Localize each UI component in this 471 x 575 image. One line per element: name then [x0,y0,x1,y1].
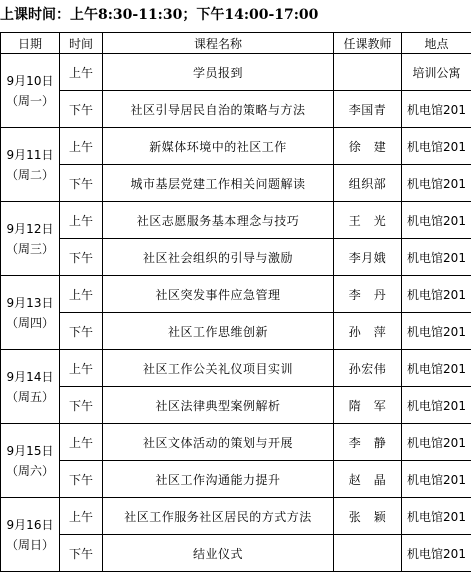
course-schedule-table [0,32,471,572]
column-header-time: 时间 [60,33,103,54]
date-label: 9月11日 [6,147,54,162]
time-cell: 下午 [60,313,103,350]
time-cell: 上午 [60,128,103,165]
time-cell: 上午 [60,276,103,313]
time-cell: 下午 [60,387,103,424]
table-row [1,91,471,128]
course-name-cell: 社区突发事件应急管理 [103,276,334,313]
weekday-label: （周二） [5,167,54,182]
course-name-cell: 社区法律典型案例解析 [103,387,334,424]
course-name-cell: 新媒体环境中的社区工作 [103,128,334,165]
table-row [1,535,471,572]
date-cell [1,54,60,128]
date-cell [1,128,60,202]
course-name-cell: 社区工作思维创新 [103,313,334,350]
column-header-course: 课程名称 [103,33,334,54]
teacher-cell [334,535,402,572]
date-label: 9月14日 [6,369,54,384]
date-cell [1,350,60,424]
course-name-cell: 社区社会组织的引导与激励 [103,239,334,276]
location-cell: 机电馆201 [402,350,471,387]
weekday-label: （周日） [5,537,54,552]
course-name-cell: 社区志愿服务基本理念与技巧 [103,202,334,239]
course-name-cell: 学员报到 [103,54,334,91]
location-cell: 机电馆201 [402,313,471,350]
location-cell: 机电馆201 [402,239,471,276]
course-name-cell: 城市基层党建工作相关问题解读 [103,165,334,202]
date-label: 9月15日 [6,443,54,458]
column-header-date: 日期 [1,33,60,54]
teacher-cell [334,54,402,91]
table-row [1,461,471,498]
teacher-cell: 李 静 [334,424,402,461]
time-cell: 上午 [60,350,103,387]
weekday-label: （周三） [5,241,54,256]
time-cell: 下午 [60,165,103,202]
teacher-cell: 组织部 [334,165,402,202]
table-row [1,276,471,313]
table-row [1,239,471,276]
weekday-label: （周六） [5,463,54,478]
table-row [1,165,471,202]
table-row [1,387,471,424]
teacher-cell: 张 颖 [334,498,402,535]
table-row [1,350,471,387]
table-header-row [1,33,471,54]
course-name-cell: 社区工作服务社区居民的方式方法 [103,498,334,535]
table-row [1,128,471,165]
time-cell: 上午 [60,54,103,91]
table-row [1,424,471,461]
column-header-location: 地点 [402,33,471,54]
course-name-cell: 社区工作沟通能力提升 [103,461,334,498]
teacher-cell: 王 光 [334,202,402,239]
table-row [1,498,471,535]
table-body [1,54,471,572]
date-cell [1,498,60,572]
class-time-header: 上课时间：上午8:30-11:30；下午14:00-17:00 [0,7,319,23]
date-label: 9月10日 [6,73,54,88]
location-cell: 机电馆201 [402,498,471,535]
date-label: 9月13日 [6,295,54,310]
time-cell: 下午 [60,239,103,276]
time-cell: 上午 [60,498,103,535]
time-cell: 上午 [60,424,103,461]
location-cell: 机电馆201 [402,128,471,165]
location-cell: 机电馆201 [402,165,471,202]
weekday-label: （周四） [5,315,54,330]
location-cell: 机电馆201 [402,461,471,498]
teacher-cell: 李月娥 [334,239,402,276]
teacher-cell: 孙 萍 [334,313,402,350]
date-cell [1,424,60,498]
teacher-cell: 李国青 [334,91,402,128]
location-cell: 机电馆201 [402,202,471,239]
column-header-teacher: 任课教师 [334,33,402,54]
weekday-label: （周五） [5,389,54,404]
date-label: 9月12日 [6,221,54,236]
teacher-cell: 孙宏伟 [334,350,402,387]
time-cell: 上午 [60,202,103,239]
teacher-cell: 赵 晶 [334,461,402,498]
date-label: 9月16日 [6,517,54,532]
course-name-cell: 社区引导居民自治的策略与方法 [103,91,334,128]
table-row [1,54,471,91]
teacher-cell: 李 丹 [334,276,402,313]
teacher-cell: 隋 军 [334,387,402,424]
location-cell: 机电馆201 [402,387,471,424]
course-name-cell: 社区文体活动的策划与开展 [103,424,334,461]
location-cell: 机电馆201 [402,535,471,572]
location-cell: 机电馆201 [402,91,471,128]
course-name-cell: 结业仪式 [103,535,334,572]
course-name-cell: 社区工作公关礼仪项目实训 [103,350,334,387]
date-cell [1,276,60,350]
time-cell: 下午 [60,91,103,128]
time-cell: 下午 [60,535,103,572]
table-row [1,202,471,239]
location-cell: 培训公寓 [402,54,471,91]
location-cell: 机电馆201 [402,276,471,313]
weekday-label: （周一） [5,93,54,108]
table-row [1,313,471,350]
date-cell [1,202,60,276]
time-cell: 下午 [60,461,103,498]
teacher-cell: 徐 建 [334,128,402,165]
location-cell: 机电馆201 [402,424,471,461]
